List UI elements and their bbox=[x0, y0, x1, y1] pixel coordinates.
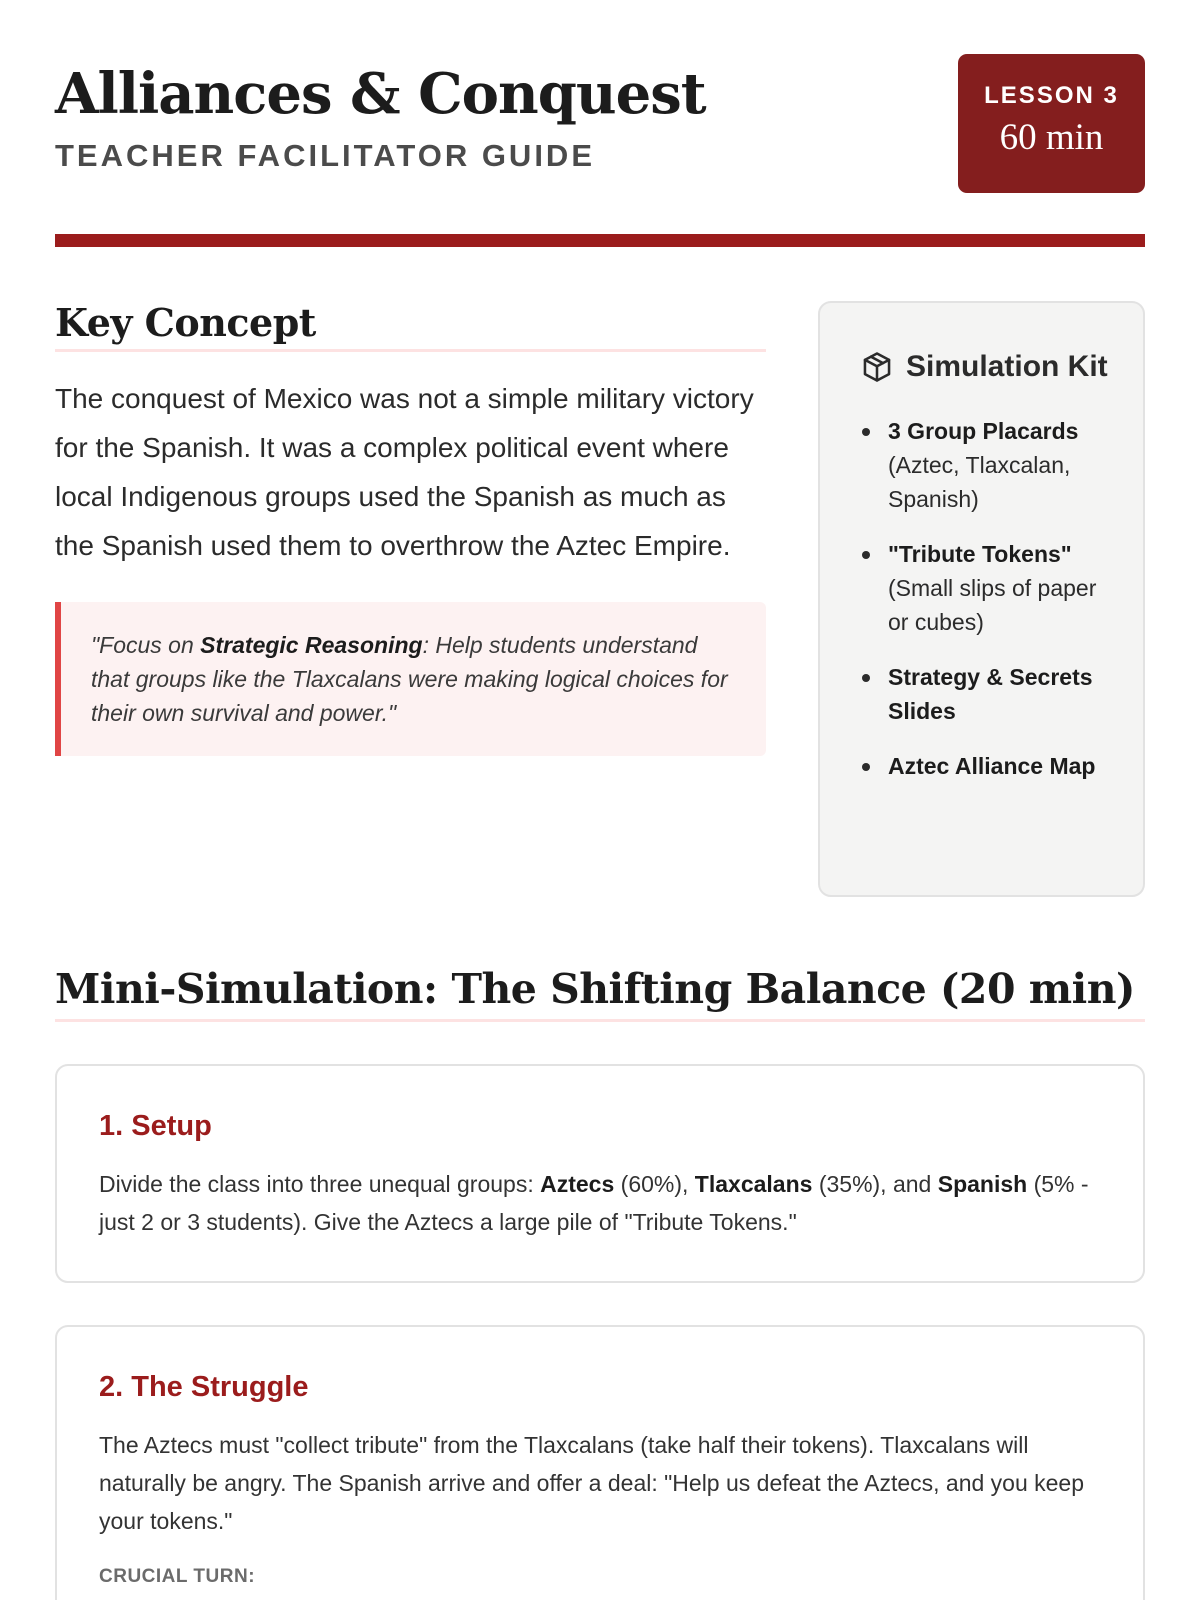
group-spanish: Spanish bbox=[937, 1171, 1028, 1197]
group-tlaxcalans: Tlaxcalans bbox=[694, 1171, 813, 1197]
kit-item bbox=[860, 537, 1113, 639]
mini-simulation-section bbox=[55, 965, 1145, 1600]
key-concept-body: The conquest of Mexico was not a simple military victory for the Spanish. It was a complex political event where local Indigenous groups used the Spanish as much as the Spanish used them to overthrow the Aztec Empire. bbox=[55, 383, 754, 561]
kit-item-detail: (Aztec, Tlaxcalan, Spanish) bbox=[888, 452, 1071, 512]
quote-open: "Focus on bbox=[91, 632, 201, 658]
page-title: Alliances & Conquest bbox=[55, 61, 706, 127]
step-title: 2. The Struggle bbox=[99, 1371, 309, 1403]
step-text: (60%), bbox=[614, 1171, 695, 1197]
cube-icon bbox=[860, 350, 894, 384]
kit-item bbox=[860, 749, 1113, 783]
kit-item-name: "Tribute Tokens" bbox=[888, 541, 1072, 567]
kit-item-name: Aztec Alliance Map bbox=[888, 753, 1096, 779]
kit-item-name: Strategy & Secrets Slides bbox=[888, 664, 1093, 724]
step-text: (35%), and bbox=[812, 1171, 938, 1197]
key-concept-section bbox=[55, 300, 766, 756]
kit-list bbox=[860, 414, 1113, 783]
step-text: (5% - just 2 or 3 students). Give the Aztecs a large pile of "Tribute Tokens." bbox=[99, 1171, 1089, 1235]
kit-item-name: 3 Group Placards bbox=[888, 418, 1079, 444]
simulation-heading: Mini-Simulation: The Shifting Balance (20 min) bbox=[55, 965, 1145, 1022]
step-card-setup bbox=[55, 1064, 1145, 1283]
lesson-badge bbox=[958, 54, 1145, 193]
step-title: 1. Setup bbox=[99, 1110, 212, 1142]
kit-item bbox=[860, 660, 1113, 728]
header bbox=[55, 0, 1145, 247]
kit-title: Simulation Kit bbox=[906, 350, 1108, 383]
group-aztecs: Aztecs bbox=[540, 1171, 615, 1197]
step-text: Divide the class into three unequal groups: bbox=[99, 1171, 541, 1197]
kit-item bbox=[860, 414, 1113, 516]
key-concept-heading: Key Concept bbox=[55, 300, 766, 352]
simulation-kit-panel bbox=[818, 301, 1145, 897]
crucial-turn-label: CRUCIAL TURN: bbox=[99, 1566, 256, 1587]
quote-emphasis: Strategic Reasoning bbox=[200, 632, 423, 658]
step-body bbox=[99, 1165, 1101, 1241]
facilitator-quote bbox=[55, 602, 766, 756]
lesson-label: LESSON 3 bbox=[984, 82, 1119, 109]
kit-header bbox=[860, 343, 1113, 390]
kit-item-detail: (Small slips of paper or cubes) bbox=[888, 575, 1097, 635]
page-subtitle: TEACHER FACILITATOR GUIDE bbox=[55, 138, 595, 173]
step-body: The Aztecs must "collect tribute" from the Tlaxcalans (take half their tokens). Tlaxcalans will naturally be angry. The Spanish arrive and offer a deal: "Help us defeat the Aztecs, and you keep your tokens." bbox=[99, 1432, 1085, 1534]
step-card-struggle bbox=[55, 1325, 1145, 1600]
lesson-duration: 60 min bbox=[999, 117, 1104, 158]
quote-rest: : Help students understand that groups like the Tlaxcalans were making logical choices for their own survival and power." bbox=[91, 632, 728, 726]
header-divider bbox=[55, 234, 1145, 247]
